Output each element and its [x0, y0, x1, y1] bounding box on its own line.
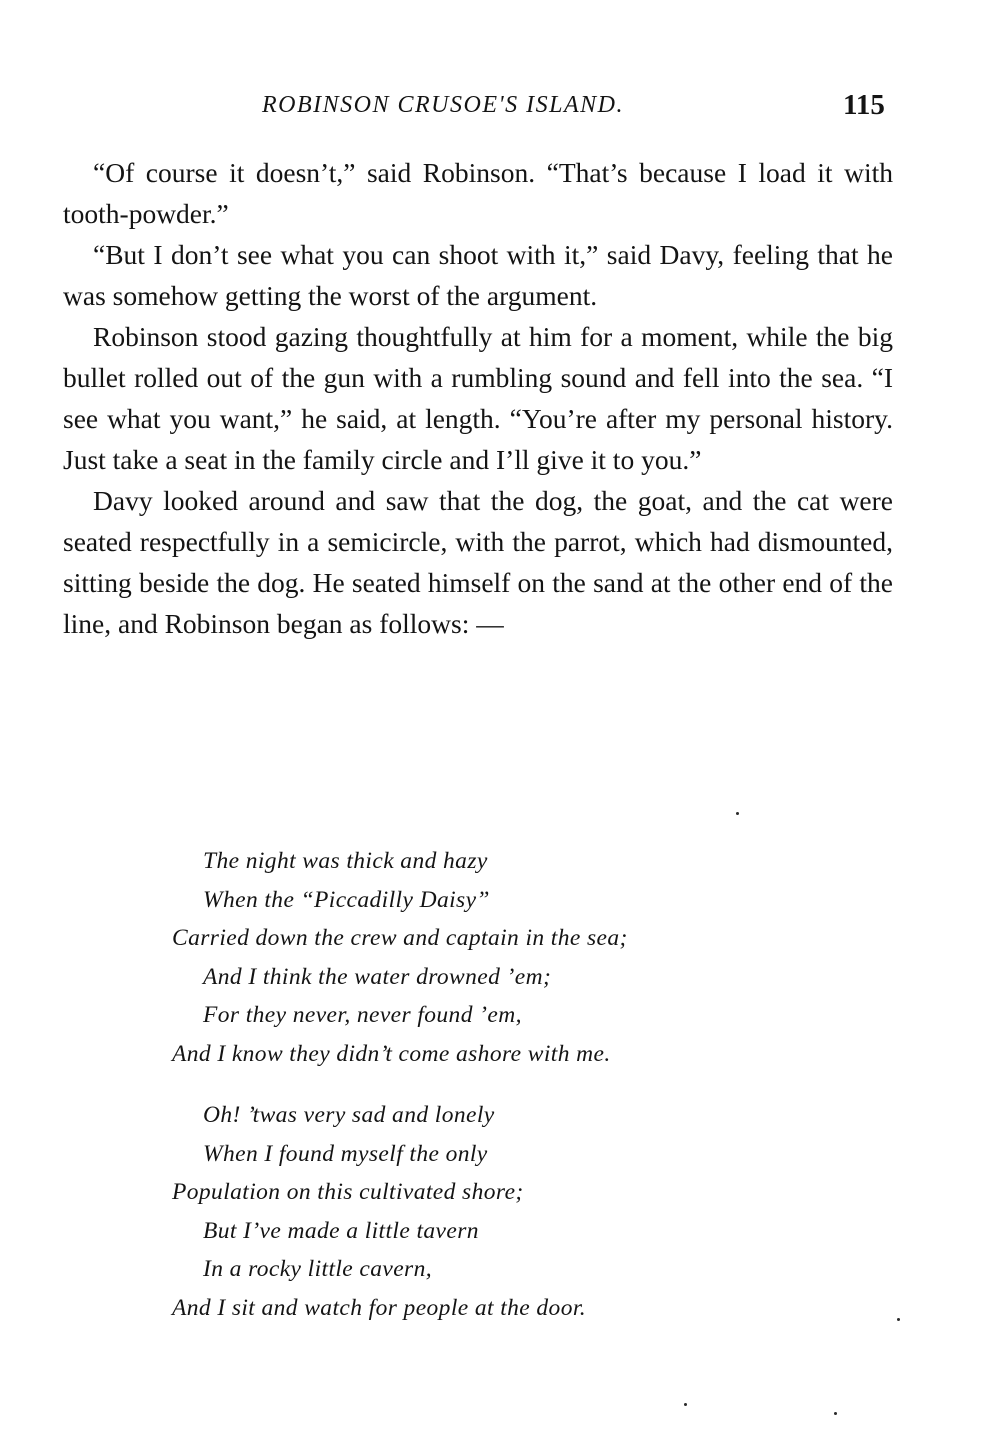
running-title: ROBINSON CRUSOE'S ISLAND.: [262, 92, 624, 118]
verse-line: For they never, never found ’em,: [203, 1002, 522, 1028]
paragraph: “Of course it doesn’t,” said Robinson. “That’s because I load it with tooth-powder.”: [63, 157, 893, 229]
verse-line: The night was thick and hazy: [203, 848, 488, 874]
verse-line: When I found myself the only: [203, 1140, 488, 1167]
paragraph: “But I don’t see what you can shoot with it,” said Davy, feeling that he was somehow getting the worst of the argument.: [63, 239, 893, 311]
verse-line: Population on this cultivated shore;: [172, 1179, 524, 1205]
verse-line: When the “Piccadilly Daisy”: [203, 886, 490, 913]
paragraph: Davy looked around and saw that the dog, the goat, and the cat were seated respectfully in a semicircle, with the parrot, which had dismounted, sitting beside the dog. He seated himself on the sand at the other end of the line, and Robinson began as follows: —: [63, 485, 893, 639]
verse-line: And I think the water drowned ’em;: [203, 963, 552, 990]
verse-line: And I sit and watch for people at the door.: [172, 1294, 587, 1321]
verse-line: Carried down the crew and captain in the sea;: [172, 925, 628, 951]
poem-stanza: [172, 842, 812, 1073]
page-header: [0, 89, 993, 132]
scan-speck: [684, 1403, 687, 1406]
poem-stanza: [172, 1096, 812, 1327]
prose-body: [63, 152, 893, 644]
scan-speck: [897, 1318, 900, 1321]
paragraph: Robinson stood gazing thoughtfully at him for a moment, while the big bullet rolled out of the gun with a rumbling sound and fell into the sea. “I see what you want,” he said, at length. “You’re after my personal history. Just take a seat in the family circle and I’ll give it to you.”: [63, 321, 893, 475]
scan-speck: [834, 1412, 837, 1415]
verse-line: And I know they didn’t come ashore with me.: [172, 1040, 611, 1067]
scan-speck: [736, 812, 739, 815]
page-number: 115: [843, 89, 885, 121]
verse-line: Oh! ’twas very sad and lonely: [203, 1102, 495, 1128]
verse-line: But I’ve made a little tavern: [203, 1217, 479, 1244]
verse-line: In a rocky little cavern,: [203, 1256, 433, 1282]
